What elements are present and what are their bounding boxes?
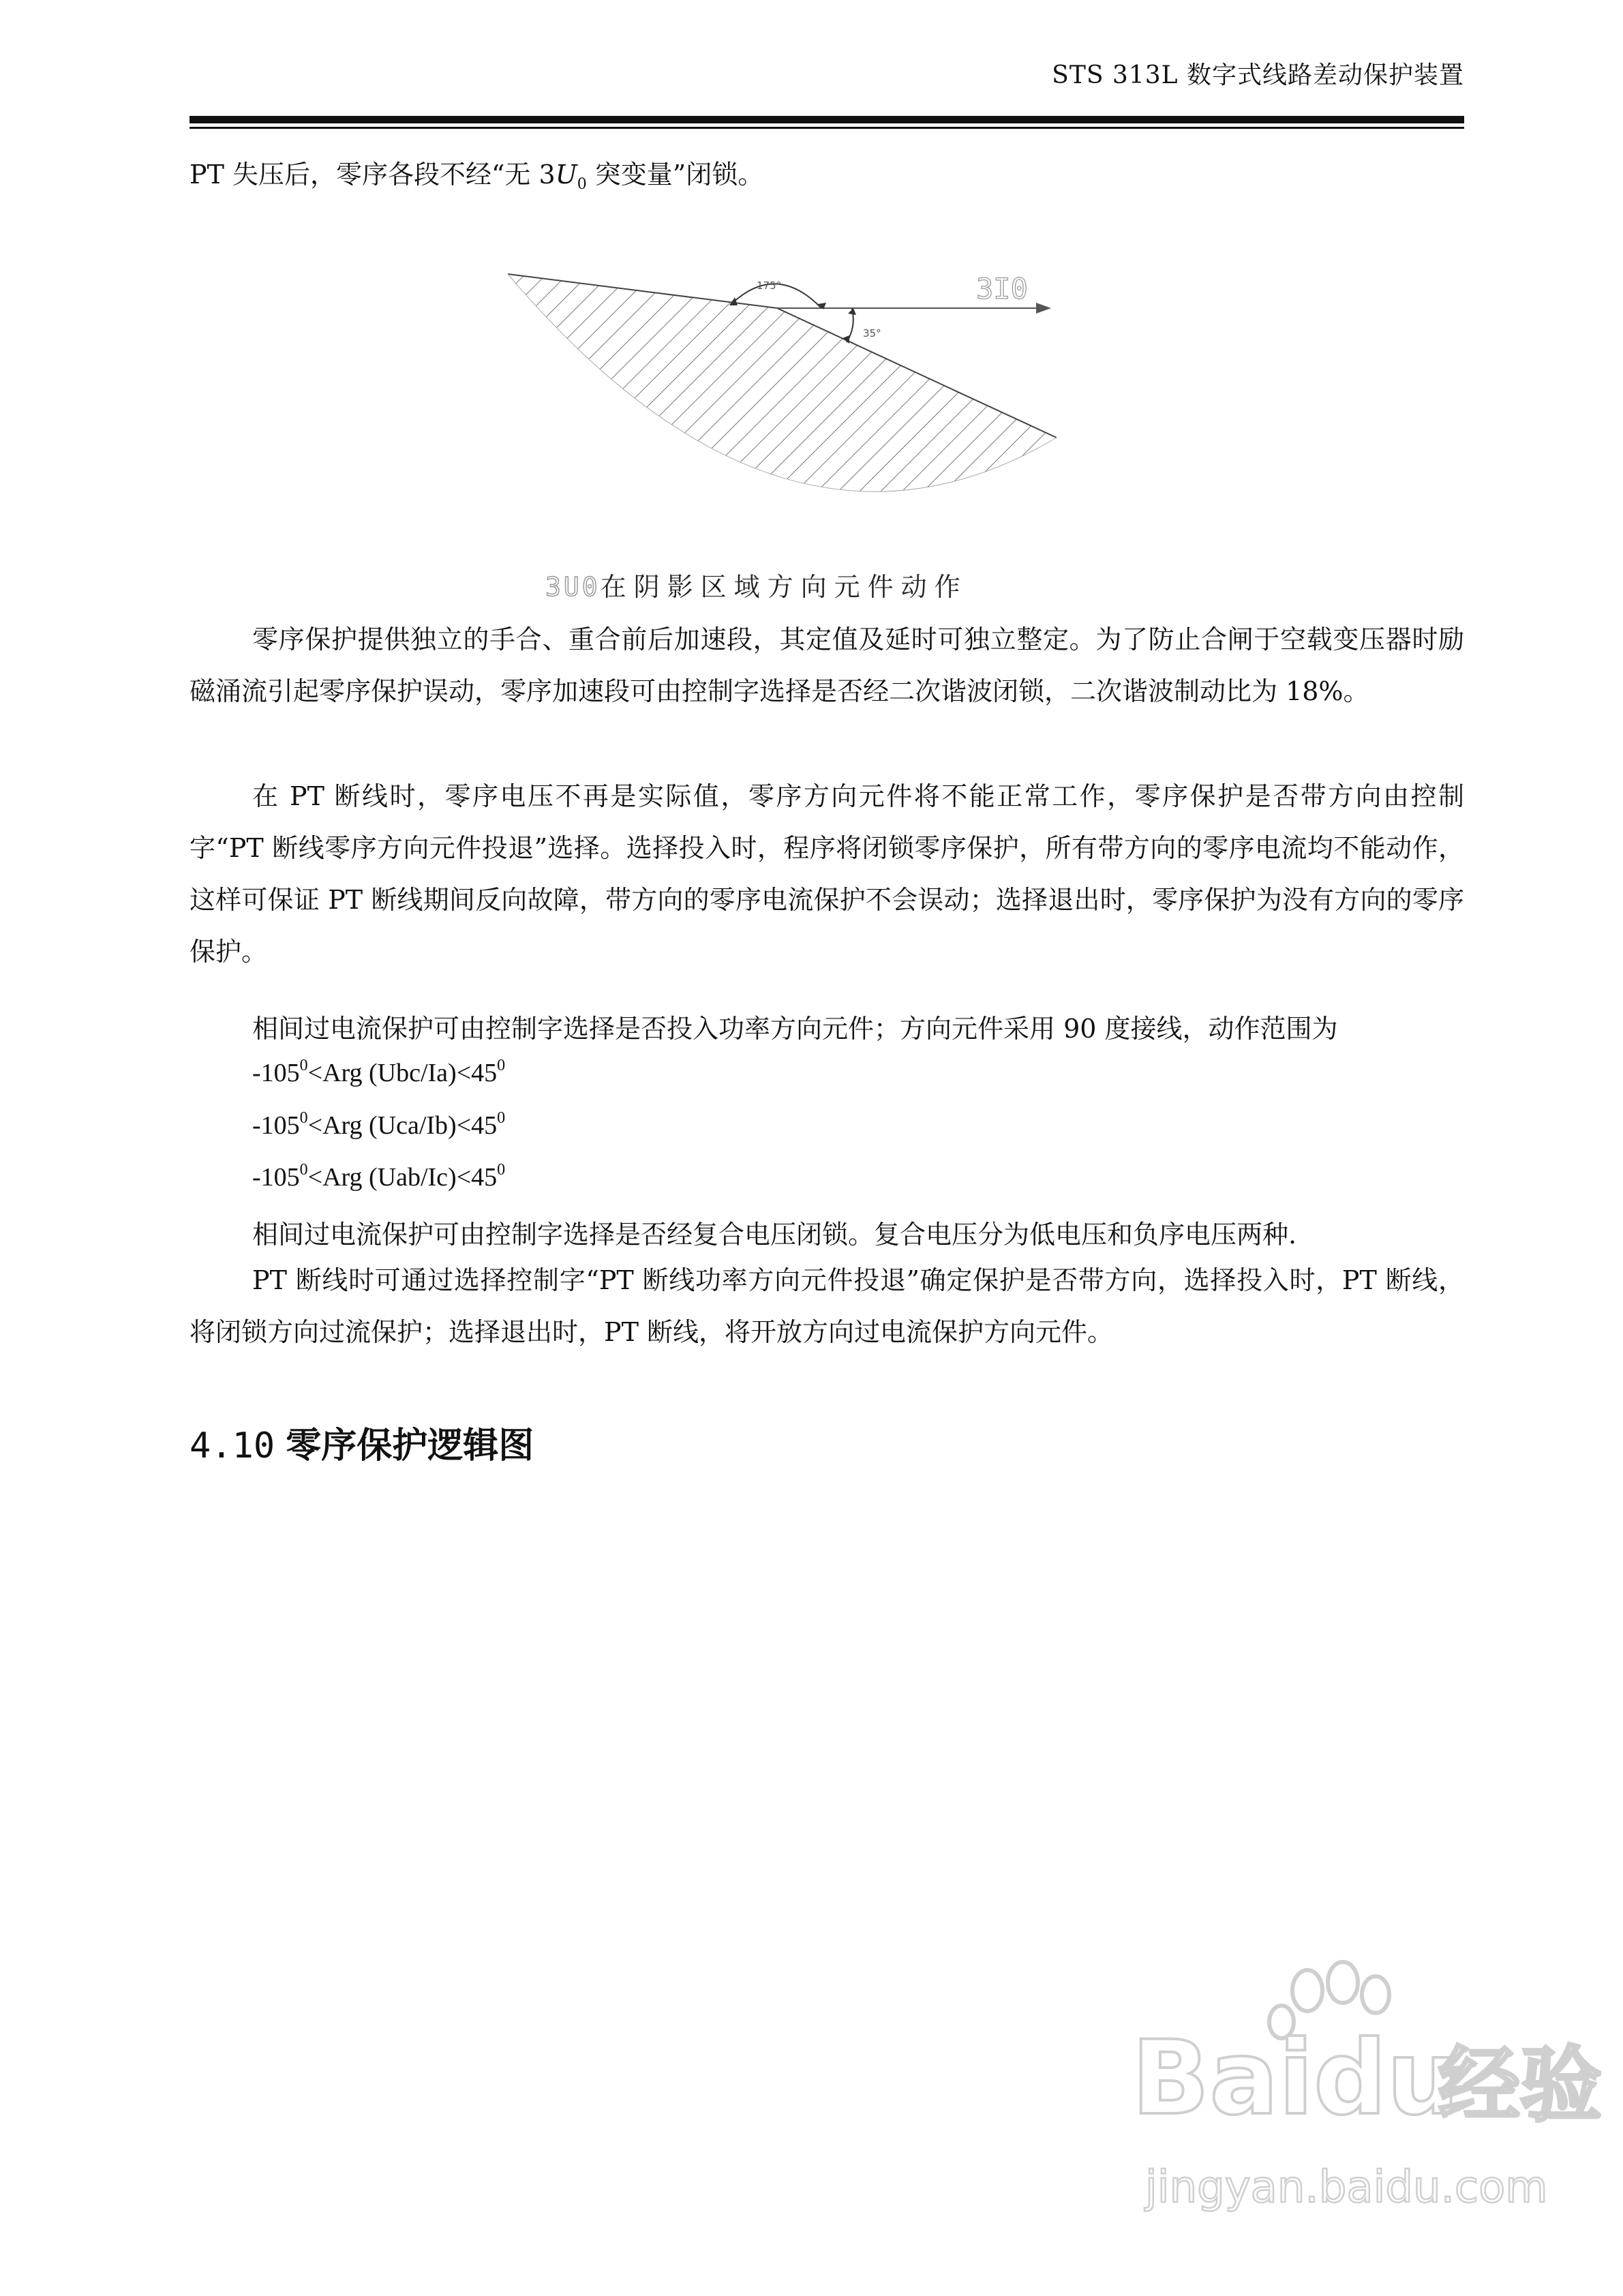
formula-row-3 xyxy=(252,1161,505,1192)
angle-arrow-top-left-icon xyxy=(729,297,738,305)
formula-3-low: -105 xyxy=(252,1163,300,1192)
section-heading xyxy=(189,1417,534,1468)
formula-2-sup1: 0 xyxy=(299,1109,308,1127)
watermark-url: jingyan.baidu.com xyxy=(1145,2162,1548,2213)
formula-1-low: -105 xyxy=(252,1059,300,1087)
caption-text: 在阴影区域方向元件动作 xyxy=(600,572,968,602)
composite-voltage-line: 相间过电流保护可由控制字选择是否经复合电压闭锁。复合电压分为低电压和负序电压两种. xyxy=(252,1220,1297,1250)
zero-sequence-direction-diagram xyxy=(498,259,1084,545)
formula-3-sup1: 0 xyxy=(299,1161,308,1179)
diagram-caption xyxy=(545,566,968,603)
intro-before: PT 失压后，零序各段不经“无 3 xyxy=(189,160,556,190)
header-title: STS 313L 数字式线路差动保护装置 xyxy=(1052,61,1464,89)
baidu-jingyan-watermark xyxy=(1118,1943,1609,2229)
section-number: 4.10 xyxy=(189,1425,275,1466)
paragraph-acceleration: 零序保护提供独立的手合、重合前后加速段，其定值及延时可独立整定。为了防止合闸于空载变压器时励磁涌流引起零序保护误动，零序加速段可由控制字选择是否经二次谐波闭锁，二次谐波制动比为 18%。 xyxy=(189,624,1464,706)
intro-line xyxy=(189,158,1464,195)
angle-label-35: 35° xyxy=(863,327,881,339)
vector-label-3i0: 3I0 xyxy=(976,272,1028,305)
intro-symbol-letter: U xyxy=(555,160,577,190)
header-rule-thick xyxy=(189,116,1464,123)
paragraph-pt-break-zero-seq: 在 PT 断线时，零序电压不再是实际值，零序方向元件将不能正常工作，零序保护是否带方向由控制字“PT 断线零序方向元件投退”选择。选择投入时，程序将闭锁零序保护，所有带方向的零序电流均不能动作，这样可保证 PT 断线期间反向故障，带方向的零序电流保护不会误动；选择退出时，零序保护为没有方向的零序保护。 xyxy=(189,781,1464,967)
phase-overcurrent-line: 相间过电流保护可由控制字选择是否投入功率方向元件；方向元件采用 90 度接线，动作范围为 xyxy=(252,1014,1338,1044)
intro-after: 突变量”闭锁。 xyxy=(586,160,764,190)
watermark-brand: Baidu xyxy=(1132,2019,1460,2138)
formula-2-mid: <Arg (Uca/Ib)<45 xyxy=(307,1111,498,1140)
intro-symbol-sub: 0 xyxy=(577,176,587,193)
paragraph-pt-break-power-direction: PT 断线时可通过选择控制字“PT 断线功率方向元件投退”确定保护是否带方向，选择投入时，PT 断线，将闭锁方向过流保护；选择退出时，PT 断线，将开放方向过电流保护方向元件。 xyxy=(189,1265,1464,1347)
angle-label-175: 175° xyxy=(757,280,782,292)
formula-2-sup2: 0 xyxy=(497,1109,506,1127)
section-title: 零序保护逻辑图 xyxy=(286,1425,534,1466)
formula-3-sup2: 0 xyxy=(497,1161,506,1179)
watermark-product: 经验 xyxy=(1438,2038,1602,2133)
caption-symbol-3u0: 3U0 xyxy=(545,572,601,602)
formula-2-low: -105 xyxy=(252,1111,300,1140)
formula-3-mid: <Arg (Uab/Ic)<45 xyxy=(307,1163,498,1192)
vector-arrowhead-icon xyxy=(1036,303,1051,314)
formula-row-1 xyxy=(252,1057,505,1088)
shaded-operating-region xyxy=(508,274,1057,492)
formula-1-mid: <Arg (Ubc/Ia)<45 xyxy=(307,1059,498,1087)
header-rule-thin xyxy=(189,127,1464,129)
formula-1-sup1: 0 xyxy=(299,1057,308,1074)
formula-row-2 xyxy=(252,1109,505,1141)
formula-1-sup2: 0 xyxy=(497,1057,506,1074)
